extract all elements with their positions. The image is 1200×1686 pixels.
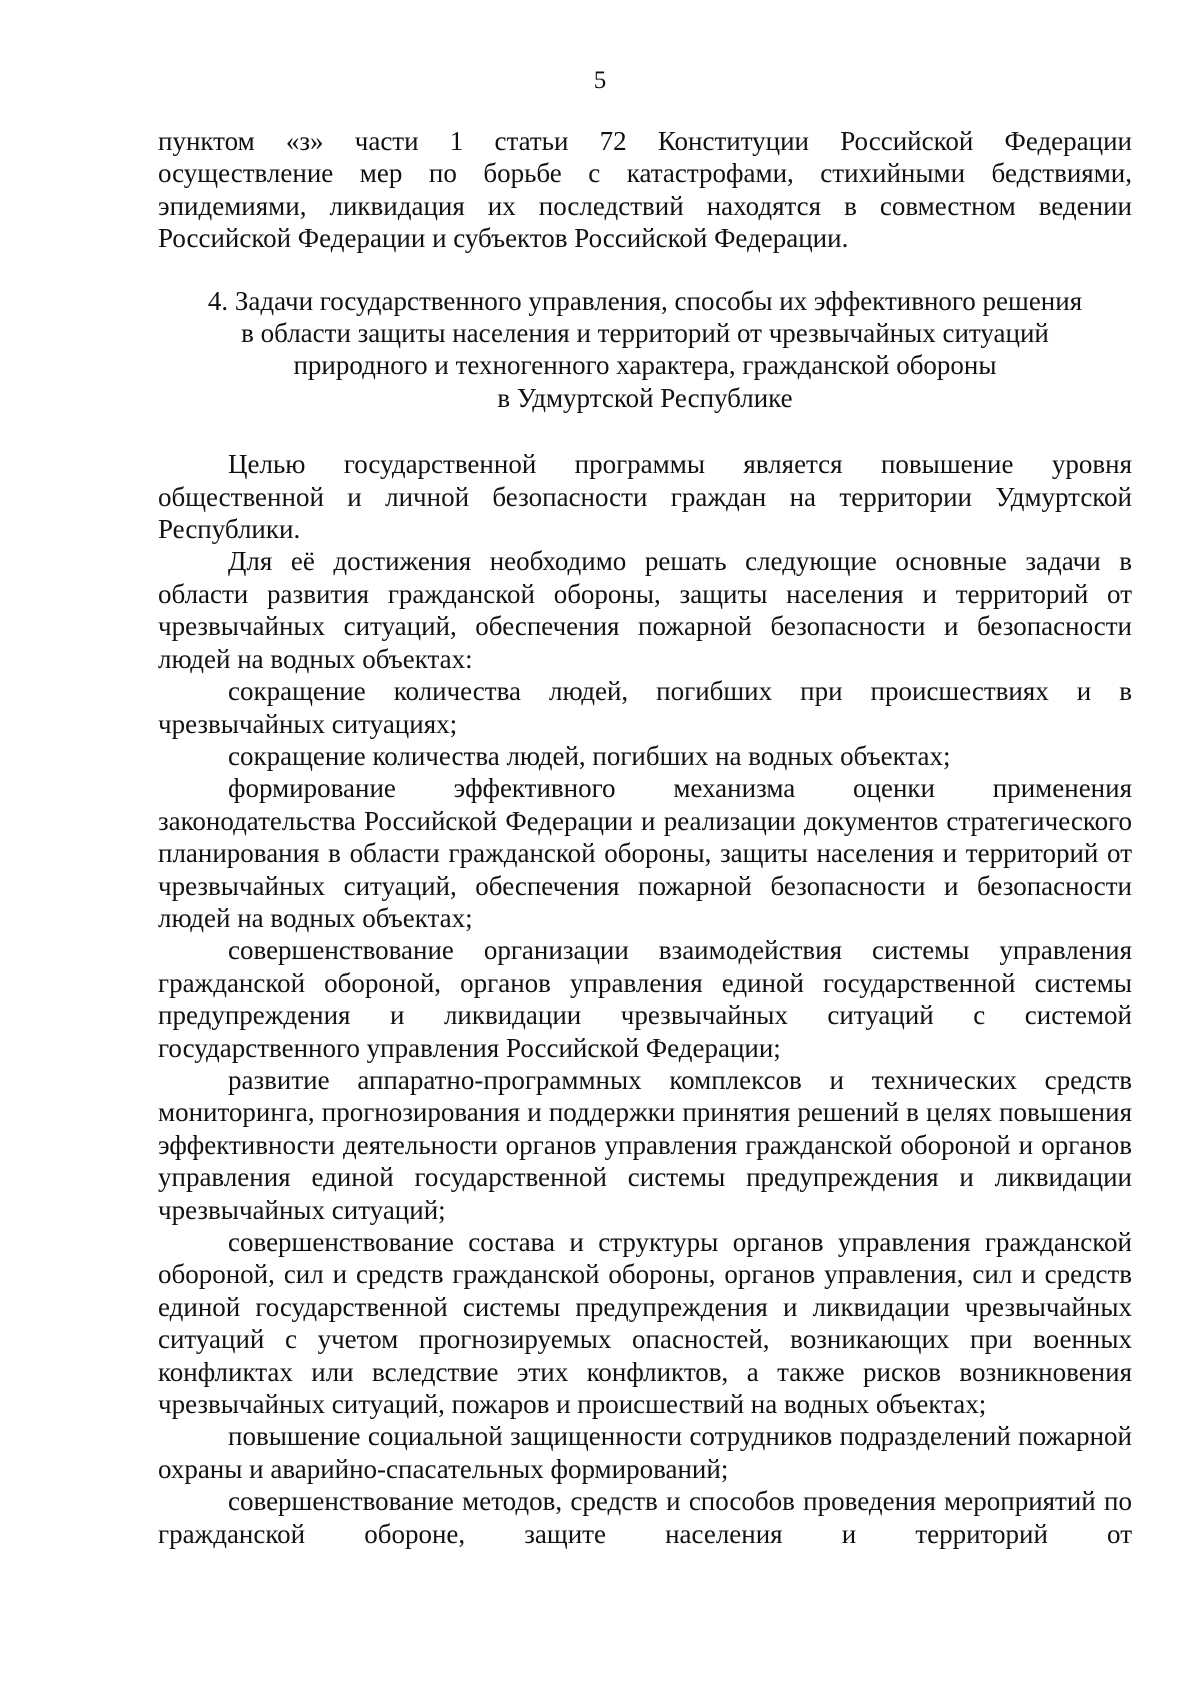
document-body [158, 125, 1132, 1550]
section-heading-line: 4. Задачи государственного управления, способы их эффективного решения [207, 285, 1083, 316]
task-item: совершенствование состава и структуры органов управления гражданской обороной, сил и средств гражданской обороны, органов управления, сил и средств единой государственной системы предупреждения и ликвидации чрезвычайных ситуаций с учетом прогнозируемых опасностей, возникающих при военных конфликтах или вследствие этих конфликтов, а также рисков возникновения чрезвычайных ситуаций, пожаров и происшествий на водных объектах; [158, 1227, 1132, 1420]
task-item: сокращение количества людей, погибших на водных объектах; [228, 740, 951, 771]
task-item: сокращение количества людей, погибших при происшествиях и в чрезвычайных ситуациях; [158, 676, 1132, 739]
task-item: совершенствование организации взаимодействия системы управления гражданской обороной, органов управления единой государственной системы предупреждения и ликвидации чрезвычайных ситуаций с системой государственного управления Российской Федерации; [158, 935, 1132, 1063]
intro-paragraph [158, 125, 1132, 255]
goal-paragraph: Целью государственной программы является повышение уровня общественной и личной безопасности граждан на территории Удмуртской Республики. [158, 449, 1132, 545]
task-item: развитие аппаратно-программных комплексов и технических средств мониторинга, прогнозирования и поддержки принятия решений в целях повышения эффективности деятельности органов управления гражданской обороной и органов управления единой государственной системы предупреждения и ликвидации чрезвычайных ситуаций; [158, 1064, 1132, 1225]
intro-line: эпидемиями, ликвидация их последствий находятся в совместном ведении [158, 190, 1132, 221]
section-heading-line: в области защиты населения и территорий от чрезвычайных ситуаций [241, 318, 1049, 349]
section-heading-line: природного и техногенного характера, гражданской обороны [293, 350, 997, 381]
task-item: повышение социальной защищенности сотрудников подразделений пожарной охраны и аварийно-спасательных формирований; [158, 1421, 1132, 1484]
tasks-intro-paragraph: Для её достижения необходимо решать следующие основные задачи в области развития гражданской обороны, защиты населения и территорий от чрезвычайных ситуаций, обеспечения пожарной безопасности и безопасности людей на водных объектах: [158, 546, 1132, 674]
intro-line: пунктом «з» части 1 статьи 72 Конституции Российской Федерации [158, 126, 1132, 156]
section-heading-line: в Удмуртской Республике [497, 382, 793, 413]
page-number: 5 [593, 67, 607, 94]
intro-line: Российской Федерации и субъектов Российской Федерации. [158, 223, 849, 254]
task-item: совершенствование методов, средств и способов проведения мероприятий по гражданской обороне, защите населения и территорий от [158, 1486, 1132, 1549]
section-heading [158, 285, 1132, 415]
task-item: формирование эффективного механизма оценки применения законодательства Российской Федерации и реализации документов стратегического планирования в области гражданской обороны, защиты населения и территорий от чрезвычайных ситуаций, обеспечения пожарной безопасности и безопасности людей на водных объектах; [158, 773, 1132, 933]
intro-line: осуществление мер по борьбе с катастрофами, стихийными бедствиями, [158, 158, 1132, 189]
